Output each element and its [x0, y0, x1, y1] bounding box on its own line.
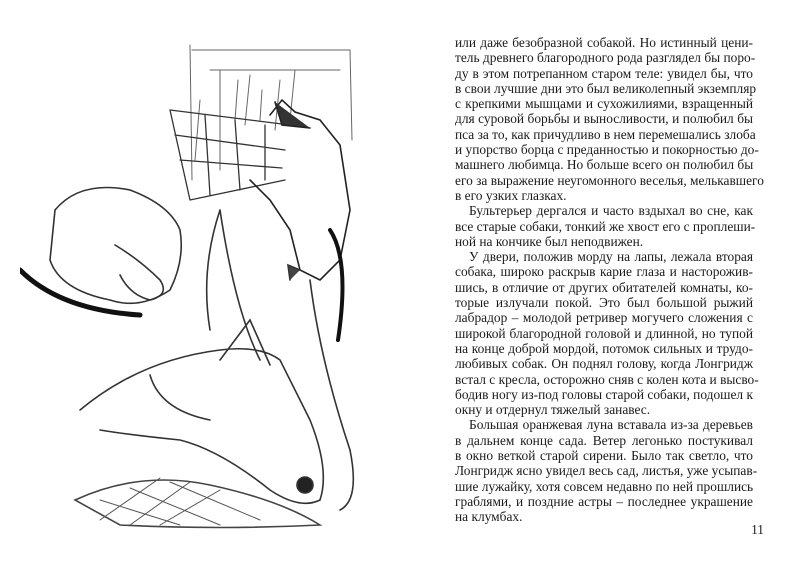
text-line: или даже безобразной собакой. Но истинный цени- [455, 35, 753, 50]
brick-ledge [170, 110, 290, 200]
text-line: в окно веткой старой сирени. Было так светло, что [455, 448, 753, 464]
text-line: на конце доброй мордой, потомок сильных и трудо- [455, 340, 753, 356]
text-line: шие лужайку, хотя совсем недавно по ней прошлись [455, 478, 754, 494]
text-line: встал с кресла, осторожно сняв с колен кота и высво- [455, 371, 759, 387]
text-line: ной на кончике был неподвижен. [455, 233, 644, 249]
text-line: на клумбах. [455, 509, 523, 525]
text-line: любивых собак. Он поднял голову, когда Лонгридж [455, 356, 753, 372]
text-line: машнего любимца. Но больше всего он полюбил бы [455, 157, 754, 173]
text-line: граблями, и поздние астры – последнее украшение [455, 493, 753, 509]
body-text [455, 35, 764, 525]
text-line: шись, в отличие от других обитателей комнаты, ко- [455, 279, 753, 295]
text-line: собака, широко раскрыв карие глаза и насторожив- [455, 264, 753, 280]
text-line: и упорство борца с преданностью и покорностью до- [455, 142, 759, 158]
text-line: бодив ногу из-под головы старой собаки, подошел к [455, 386, 753, 402]
text-line: в дальнем конце сада. Ветер легонько постукивал [455, 432, 753, 448]
text-line: в свои лучшие дни это был великолепный экземпляр [455, 80, 757, 96]
paragraph [455, 249, 759, 418]
text-line: У двери, положив морду на лапы, лежала вторая [469, 249, 753, 265]
sleeping-bull-terrier [20, 188, 181, 316]
paragraph [455, 35, 764, 203]
text-line: Бультерьер дергался и часто вздыхал во сне, как [469, 203, 753, 219]
paragraph [455, 203, 756, 249]
text-line: для суровой борьбы и выносливости, и полюбил бы [455, 111, 753, 127]
text-line: его за выражение неугомонного веселья, мелькавшего [455, 172, 764, 188]
text-line: тель древнего благородного рода разглядел бы поро- [455, 50, 756, 66]
text-line: все старые собаки, тонкий же хвост его с проплеши- [455, 218, 756, 234]
text-line: окну и отдернул тяжелый занавес. [455, 402, 651, 418]
text-line: в его узких глазках. [455, 187, 567, 203]
page-number: 11 [751, 522, 764, 537]
text-line: торые излучали покой. Это был большой рыжий [455, 295, 753, 311]
labrador-head [75, 320, 323, 528]
text-line: лабрадор – молодой ретривер могучего сложения с [455, 310, 753, 326]
text-line: ду в этом потрепанном старом теле: увидел бы, что [455, 65, 753, 81]
text-line: широкой благородной головой и длинной, но тупой [455, 325, 753, 341]
text-line: Лонгридж ясно увидел весь сад, листья, уже усыпав- [455, 463, 758, 479]
text-line: Большая оранжевая луна вставала из-за деревьев [469, 417, 753, 433]
text-line: с крепкими мышцами и сухожилиями, взращенный [455, 96, 753, 112]
text-line: пса за то, как причудливо в нем перемешались злоба [455, 126, 756, 142]
paragraph [455, 417, 758, 525]
illustration-dogs-and-cat [20, 30, 420, 550]
